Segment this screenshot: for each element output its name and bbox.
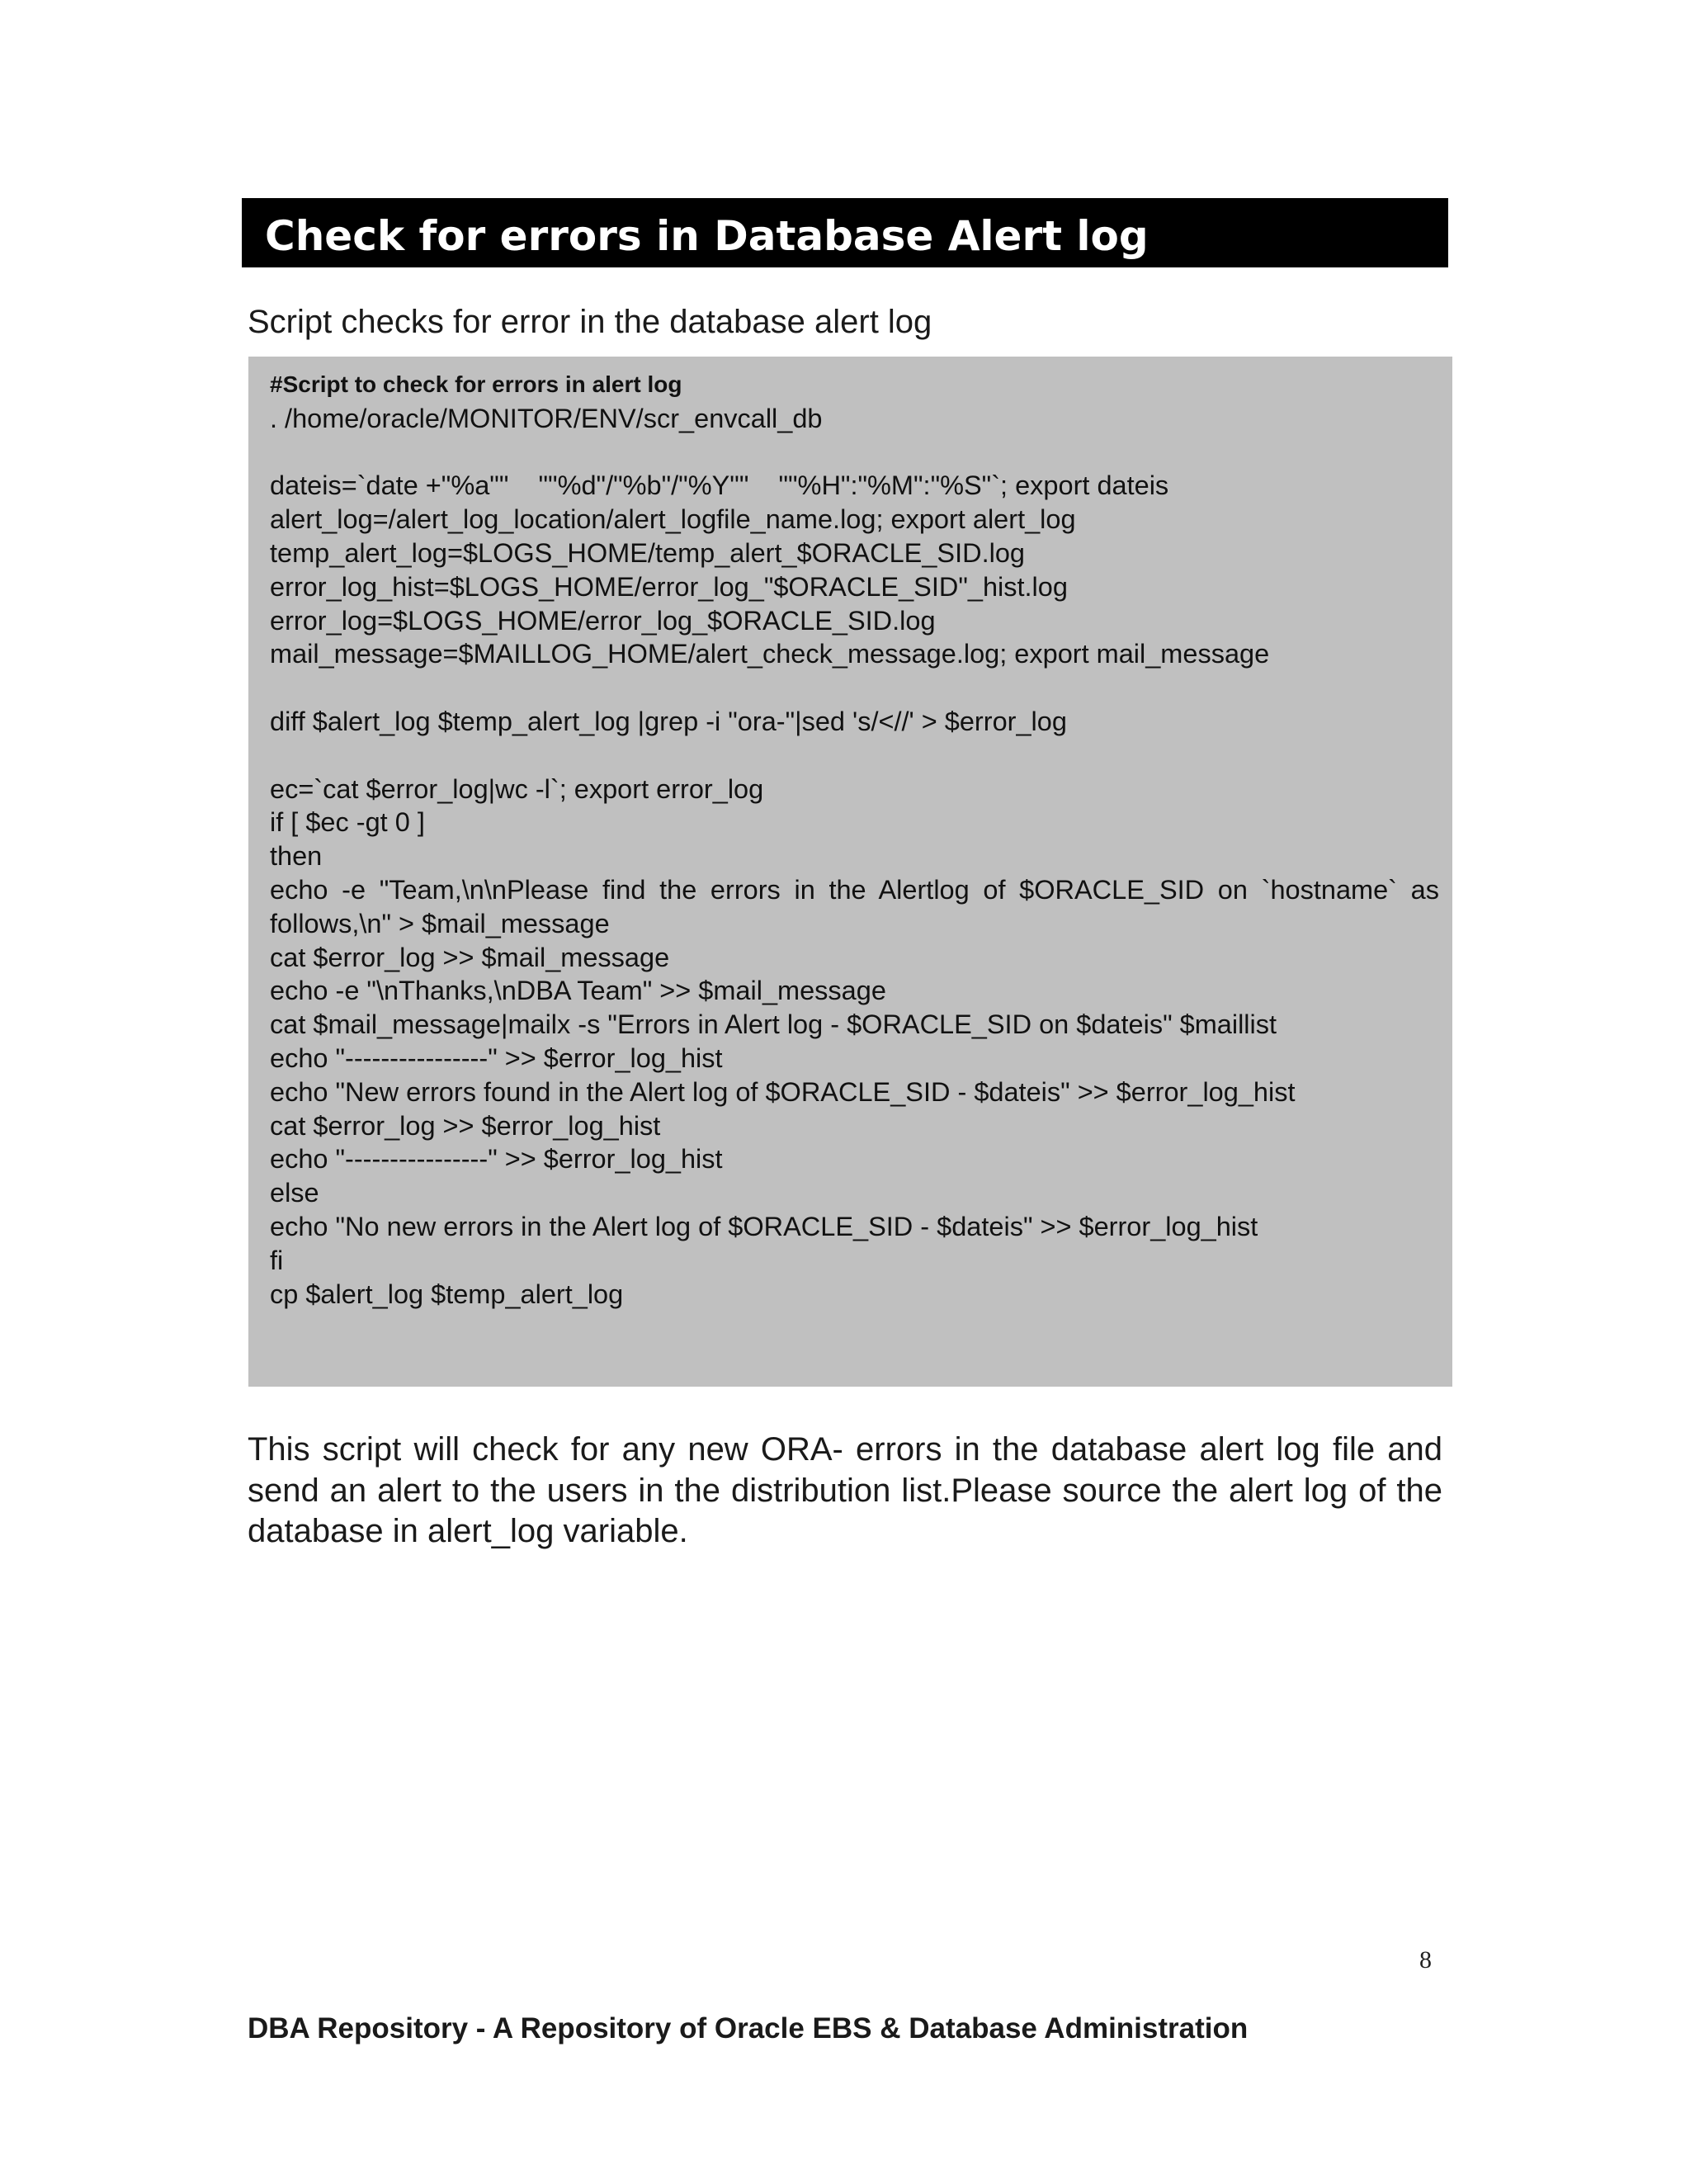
code-line: mail_message=$MAILLOG_HOME/alert_check_message.log; export mail_message	[270, 639, 1270, 669]
code-line: ec=`cat $error_log|wc -l`; export error_log	[270, 773, 764, 804]
code-line: cat $error_log >> $error_log_hist	[270, 1110, 661, 1141]
code-line: echo -e "\nThanks,\nDBA Team" >> $mail_message	[270, 976, 886, 1006]
code-line: then	[270, 841, 323, 872]
code-line: diff $alert_log $temp_alert_log |grep -i "ora-"|sed 's/<//' > $error_log	[270, 706, 1067, 736]
code-line	[270, 436, 1439, 470]
code-line: error_log_hist=$LOGS_HOME/error_log_"$ORACLE_SID"_hist.log	[270, 571, 1068, 602]
code-line: cat $mail_message|mailx -s "Errors in Alert log - $ORACLE_SID on $dateis" $maillist	[270, 1009, 1277, 1040]
section-heading-bar	[242, 198, 1448, 267]
code-line: follows,\n" > $mail_message	[270, 908, 610, 938]
code-line: dateis=`date +"%a"" ""%d"/"%b"/"%Y"" ""%H":"%M":"%S"`; export dateis	[270, 470, 1169, 501]
page-number: 8	[1419, 1946, 1432, 1974]
section-title: Check for errors in Database Alert log	[265, 212, 1149, 260]
script-comment: #Script to check for errors in alert log	[270, 371, 682, 397]
code-line: . /home/oracle/MONITOR/ENV/scr_envcall_db	[270, 403, 823, 433]
code-line: temp_alert_log=$LOGS_HOME/temp_alert_$ORACLE_SID.log	[270, 537, 1025, 568]
code-line: echo -e "Team,\n\nPlease find the errors in the Alertlog of $ORACLE_SID on `hostname` as	[270, 874, 1439, 905]
code-line: if [ $ec -gt 0 ]	[270, 807, 425, 838]
script-code-block	[248, 357, 1452, 1387]
code-line: echo "New errors found in the Alert log of $ORACLE_SID - $dateis" >> $error_log_hist	[270, 1076, 1296, 1107]
code-line: echo "----------------" >> $error_log_hist	[270, 1042, 723, 1073]
intro-text: Script checks for error in the database alert log	[248, 304, 932, 340]
code-line: echo "No new errors in the Alert log of $ORACLE_SID - $dateis" >> $error_log_hist	[270, 1211, 1258, 1241]
code-line: fi	[270, 1245, 284, 1275]
code-line: echo "----------------" >> $error_log_hist	[270, 1144, 723, 1175]
script-description: This script will check for any new ORA- errors in the database alert log file and send an alert to the users in the distribution list.Please source the alert log of the database in alert_log variable.	[248, 1431, 1442, 1549]
code-line: alert_log=/alert_log_location/alert_logfile_name.log; export alert_log	[270, 504, 1076, 535]
code-line	[270, 671, 1439, 705]
code-line	[270, 739, 1439, 773]
code-line: else	[270, 1178, 319, 1208]
code-line: cp $alert_log $temp_alert_log	[270, 1279, 624, 1309]
page-footer: DBA Repository - A Repository of Oracle EBS & Database Administration	[248, 2012, 1249, 2045]
code-line: cat $error_log >> $mail_message	[270, 942, 670, 972]
code-line: error_log=$LOGS_HOME/error_log_$ORACLE_SID.log	[270, 605, 936, 636]
